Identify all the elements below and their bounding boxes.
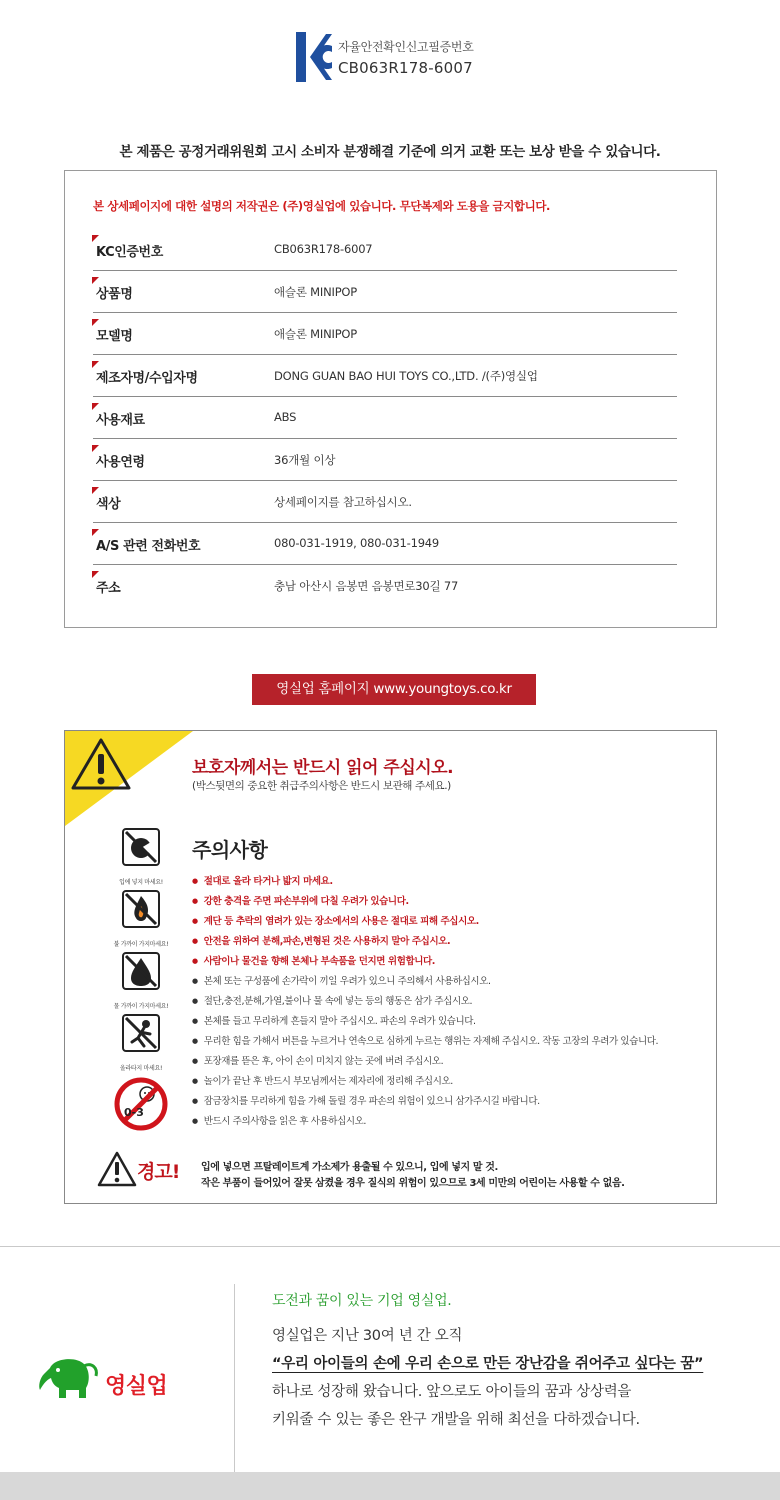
info-value: 36개월 이상 [274, 453, 336, 467]
caution-item: ● 본체 또는 구성품에 손가락이 끼일 우려가 있으니 주의해서 사용하십시오. [192, 973, 491, 987]
info-label: 주소 [96, 581, 121, 596]
footer-divider-top [0, 1246, 780, 1247]
product-info-box [64, 170, 717, 628]
info-row [93, 523, 677, 565]
footer-bottom-bar [0, 1472, 780, 1500]
company-slogan: 도전과 꿈이 있는 기업 영실업. [272, 1293, 452, 1309]
red-corner-mark [92, 487, 99, 494]
company-intro-line: 하나로 성장해 왔습니다. 앞으로도 아이들의 꿈과 상상력을 [272, 1384, 632, 1400]
icon-label: 불 가까이 가지마세요! [113, 941, 169, 948]
info-label: 상품명 [96, 287, 133, 302]
caution-icon-item [101, 1012, 181, 1072]
exchange-notice: 본 제품은 공정거래위원회 고시 소비자 분쟁해결 기준에 의거 교환 또는 보상 받을 수 있습니다. [119, 144, 661, 160]
red-corner-mark [92, 403, 99, 410]
caution-item: ● 놀이가 끝난 후 반드시 부모님께서는 제자리에 정리해 주십시오. [192, 1073, 453, 1087]
homepage-link-button[interactable]: 영실업 홈페이지 www.youngtoys.co.kr [252, 674, 536, 705]
no-climbing-icon [118, 1012, 164, 1058]
info-value: 애슬론 MINIPOP [274, 327, 358, 341]
caution-item: ● 절대로 올라 타거나 밟지 마세요. [192, 873, 333, 887]
info-label: 사용연령 [96, 455, 145, 470]
caution-icon-item [101, 888, 181, 948]
warning-text-line: 입에 넣으면 프탈레이트계 가소제가 용출될 수 있으니, 입에 넣지 말 것. [201, 1162, 498, 1173]
red-corner-mark [92, 319, 99, 326]
icon-label: 물 가까이 가지마세요! [113, 1003, 169, 1010]
info-label: 사용재료 [96, 413, 145, 428]
info-value: CB063R178-6007 [274, 242, 373, 256]
caution-icon-item [101, 826, 181, 886]
company-intro-line: 키워줄 수 있는 좋은 완구 개발을 위해 최선을 다하겠습니다. [272, 1412, 640, 1428]
caution-item: ● 절단,충전,분해,가열,불이나 물 속에 넣는 등의 행동은 삼가 주십시오. [192, 993, 472, 1007]
info-value: ABS [274, 410, 297, 424]
icon-label: 올라타지 마세요! [119, 1065, 163, 1072]
info-value: 애슬론 MINIPOP [274, 285, 358, 299]
company-footer [0, 1246, 780, 1500]
info-row [93, 439, 677, 481]
info-label: A/S 관련 전화번호 [96, 539, 201, 554]
info-label: 모델명 [96, 329, 133, 344]
info-row [93, 313, 677, 355]
caution-icon-item [101, 1076, 181, 1136]
info-label: KC인증번호 [96, 245, 163, 260]
red-corner-mark [92, 277, 99, 284]
warning-title: 보호자께서는 반드시 읽어 주십시오. [192, 758, 454, 778]
info-label: 색상 [96, 497, 121, 512]
info-value: DONG GUAN BAO HUI TOYS CO.,LTD. /(주)영실업 [274, 369, 538, 383]
caution-item: ● 계단 등 추락의 염려가 있는 장소에서의 사용은 절대로 피해 주십시오. [192, 913, 479, 927]
warning-triangle-small-icon [97, 1151, 137, 1187]
elephant-logo-icon [36, 1354, 102, 1400]
caution-item: ● 무리한 힘을 가해서 버튼을 누르거나 연속으로 심하게 누르는 행위는 자제해 주십시오. 작동 고장의 우려가 있습니다. [192, 1033, 658, 1047]
age-0-3-prohibited-icon [113, 1076, 169, 1132]
red-corner-mark [92, 361, 99, 368]
red-corner-mark [92, 235, 99, 242]
caution-icon-item [101, 950, 181, 1010]
red-corner-mark [92, 529, 99, 536]
copyright-notice: 본 상세페이지에 대한 설명의 저작권은 (주)영실업에 있습니다. 무단복제와 도용을 금지합니다. [93, 199, 551, 213]
kc-header [296, 32, 474, 82]
info-label: 제조자명/수입자명 [96, 371, 198, 386]
warning-triangle-icon [70, 737, 132, 791]
info-value: 충남 아산시 음봉면 음봉면로30길 77 [274, 579, 459, 593]
red-corner-mark [92, 445, 99, 452]
caution-item: ● 사람이나 물건을 향해 본체나 부속품을 던지면 위험합니다. [192, 953, 435, 967]
no-mouth-icon [118, 826, 164, 872]
info-row [93, 355, 677, 397]
footer-divider-vertical [234, 1284, 235, 1472]
warning-box [64, 730, 717, 1204]
company-logo-text: 영실업 [105, 1374, 168, 1399]
kc-number: CB063R178-6007 [338, 58, 473, 77]
warning-label: 경고! [137, 1161, 180, 1183]
info-value: 상세페이지를 참고하십시오. [274, 495, 412, 509]
caution-item: ● 포장재를 뜯은 후, 아이 손이 미치지 않는 곳에 버려 주십시오. [192, 1053, 443, 1067]
caution-item: ● 안전을 위하여 분해,파손,변형된 것은 사용하지 말아 주십시오. [192, 933, 450, 947]
no-water-icon [118, 950, 164, 996]
age-restriction-label: 0-3 [124, 1106, 144, 1119]
caution-item: ● 강한 충격을 주면 파손부위에 다칠 우려가 있습니다. [192, 893, 409, 907]
caution-title: 주의사항 [192, 838, 268, 862]
info-row [93, 271, 677, 313]
no-fire-icon [118, 888, 164, 934]
info-row [93, 565, 677, 607]
company-intro-line: 영실업은 지난 30여 년 간 오직 [272, 1328, 463, 1344]
info-row [93, 397, 677, 439]
info-row [93, 229, 677, 271]
company-intro-quote: “우리 아이들의 손에 우리 손으로 만든 장난감을 쥐어주고 싶다는 꿈” [272, 1356, 704, 1372]
icon-label: 입에 넣지 마세요! [119, 879, 163, 886]
kc-mark-icon [296, 32, 332, 82]
info-value: 080-031-1919, 080-031-1949 [274, 536, 440, 550]
info-row [93, 481, 677, 523]
caution-item: ● 잠금장치를 무리하게 힘을 가해 돌릴 경우 파손의 위험이 있으니 삼가주시길 바랍니다. [192, 1093, 540, 1107]
caution-item: ● 본체를 들고 무리하게 흔들지 말아 주십시오. 파손의 우려가 있습니다. [192, 1013, 476, 1027]
caution-item: ● 반드시 주의사항을 읽은 후 사용하십시오. [192, 1113, 366, 1127]
red-corner-mark [92, 571, 99, 578]
warning-text-line: 작은 부품이 들어있어 잘못 삼켰을 경우 질식의 위험이 있으므로 3세 미만의 어린이는 사용할 수 없음. [201, 1178, 625, 1189]
warning-subtitle: (박스뒷면의 중요한 취급주의사항은 반드시 보관해 주세요.) [192, 780, 451, 792]
kc-label: 자율안전확인신고필증번호 [338, 39, 474, 54]
